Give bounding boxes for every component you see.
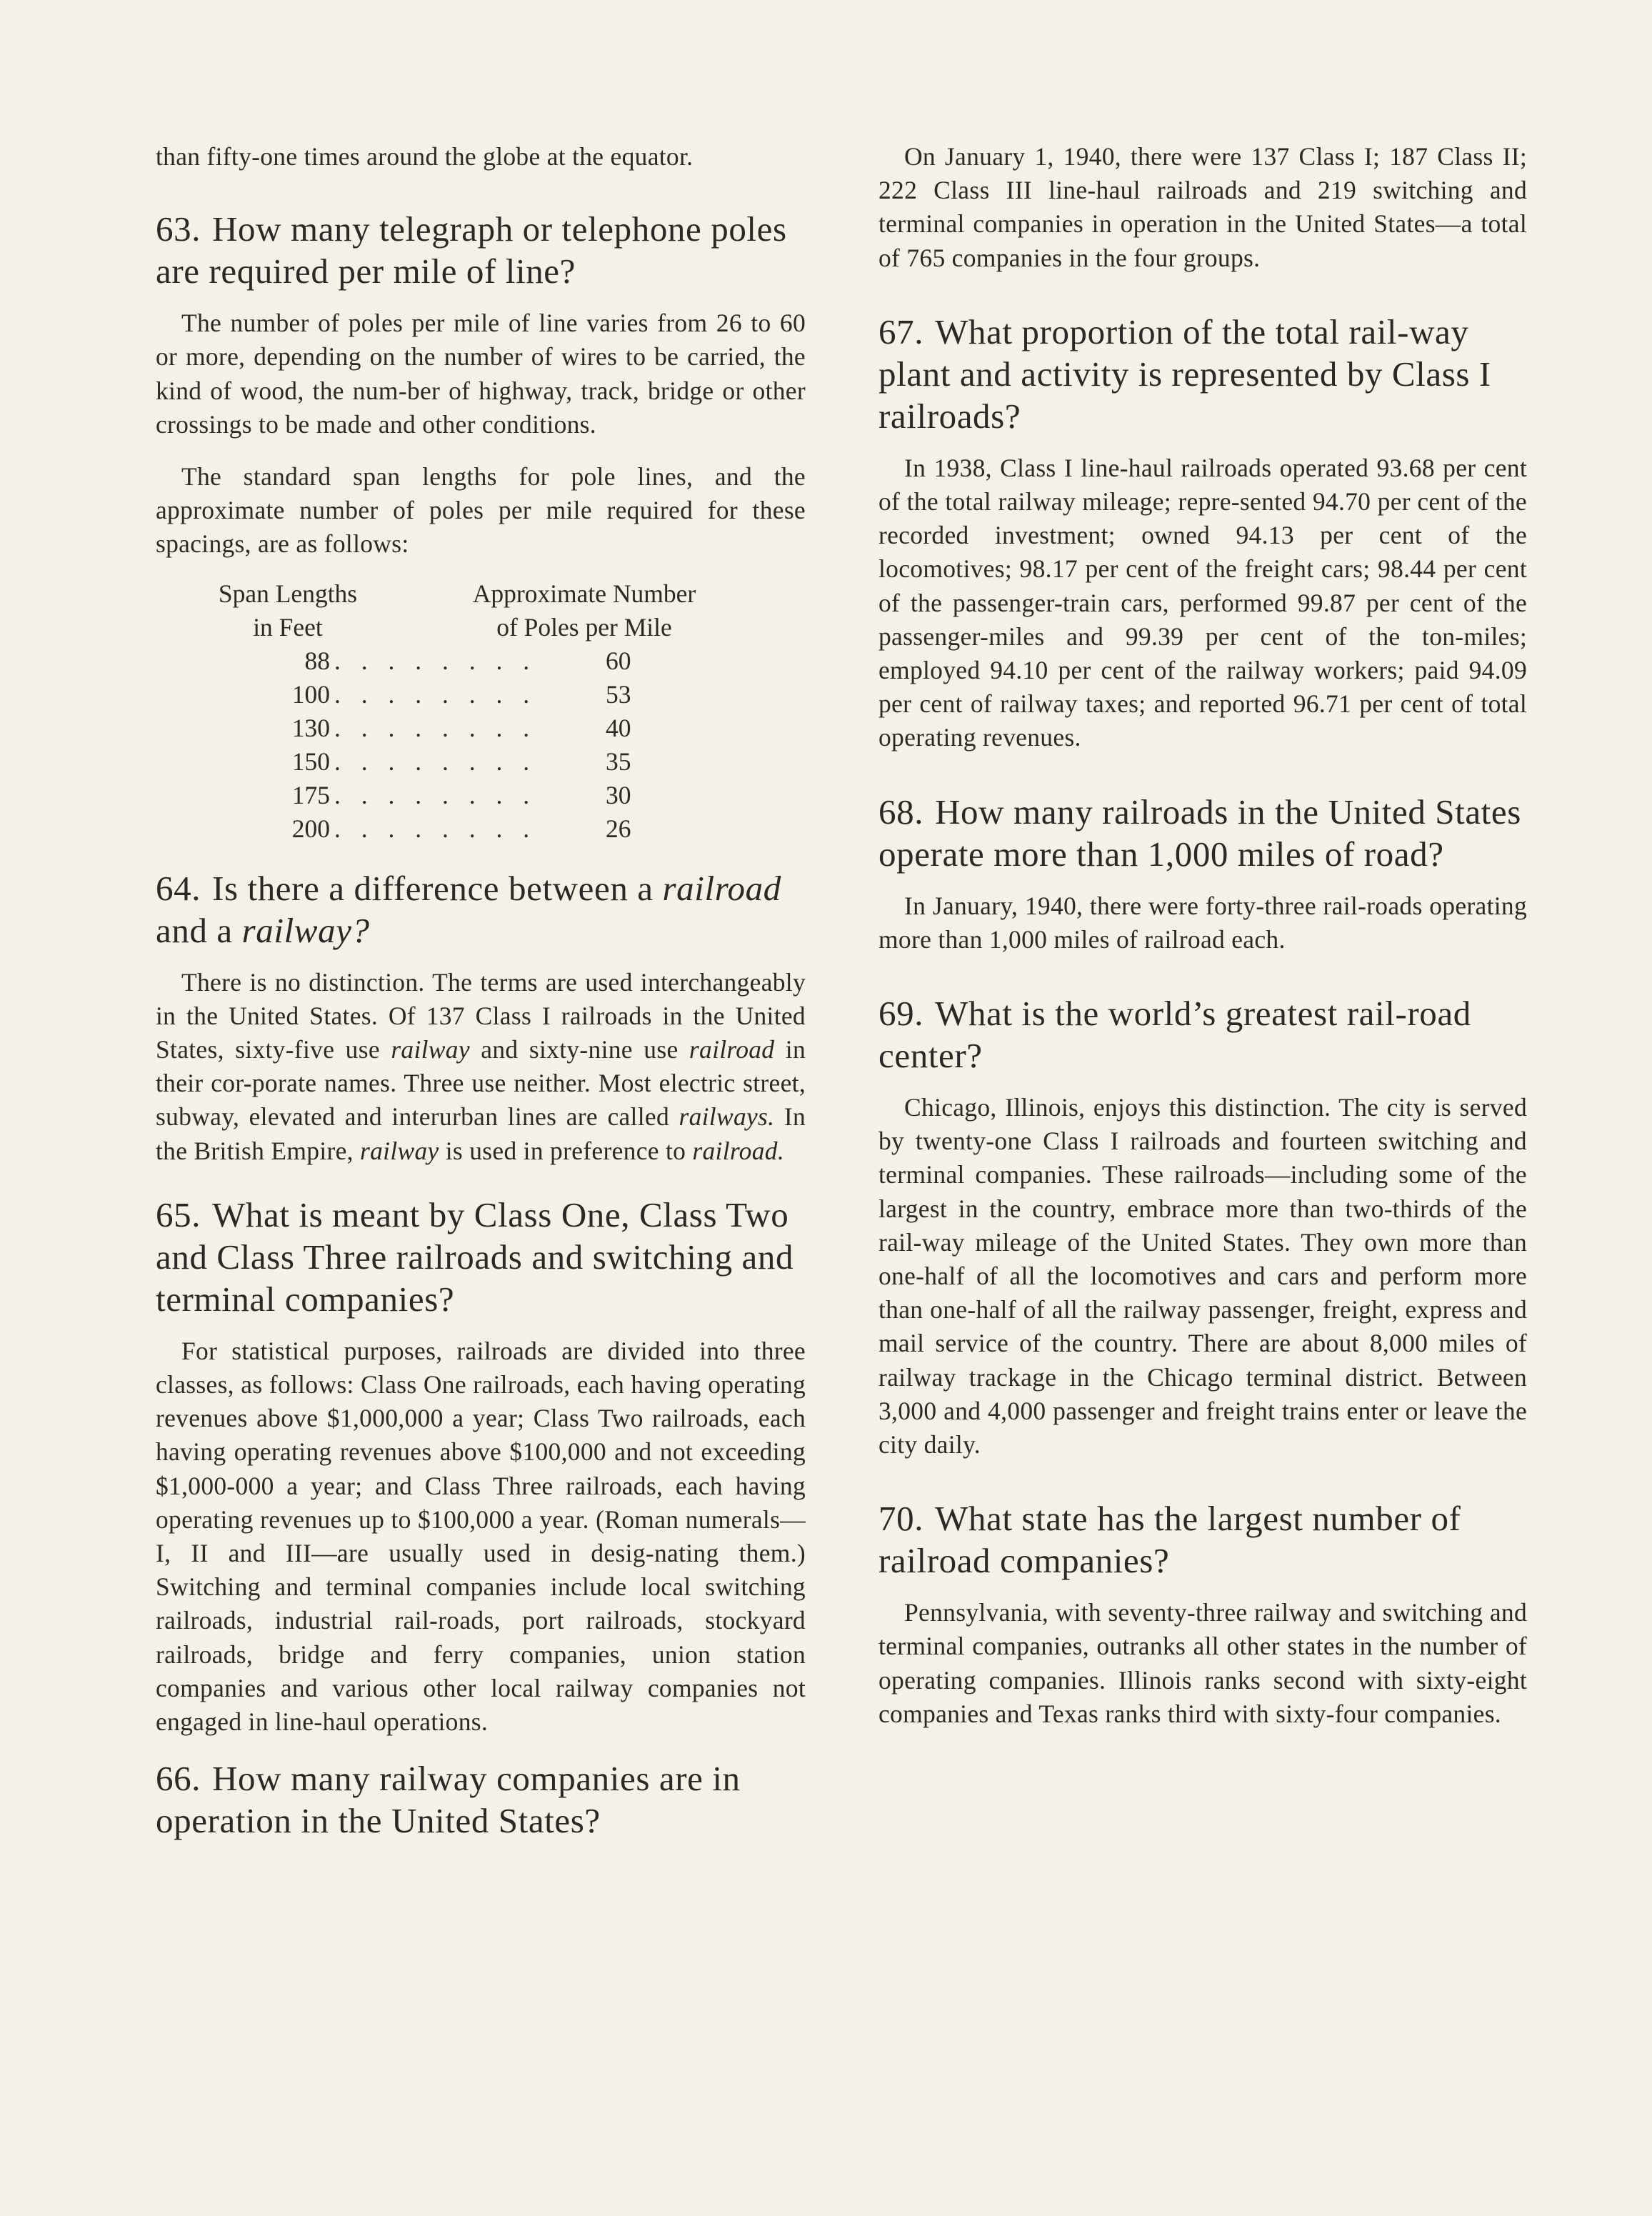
leader-dots: . . . . . . . . [334, 713, 537, 742]
span-length-cell: 175 [291, 780, 330, 809]
italic-term: railroad [689, 1035, 775, 1064]
text-run: is used in preference to [439, 1136, 693, 1165]
leader-dots: . . . . . . . . [334, 646, 537, 675]
leader-dots: . . . . . . . . [334, 747, 537, 776]
question-67-heading [878, 311, 1527, 437]
question-title: What state has the largest number of railroad companies? [878, 1499, 1461, 1581]
answer-67-paragraph: In 1938, Class I line-haul railroads operated 93.68 per cent of the total railway mileage; repre-sented 94.70 per cent of the recorded investment; owned 94.13 per cent of the locomotives; 98.17 per cent of the freight cars; 98.44 per cent of the passenger-train cars, performed 99.87 per cent of the passenger-miles and 99.39 per cent of the ton-miles; employed 94.10 per cent of the railway workers; paid 94.09 per cent of railway taxes; and reported 96.71 per cent of total operating revenues. [878, 453, 1527, 752]
leader-dots: . . . . . . . . [334, 780, 537, 809]
question-title-italic: railway? [241, 910, 370, 950]
span-length-cell: 150 [291, 747, 330, 776]
question-title: What is meant by Class One, Class Two and Class Three railroads and switching and terminal companies? [156, 1194, 794, 1319]
answer-70-paragraph: Pennsylvania, with seventy-three railway and switching and terminal companies, outranks all other states in the number of operating companies. Illinois ranks second with sixty-eight companies and Texas ranks third with sixty-four companies. [878, 1598, 1527, 1728]
italic-term: railway [360, 1136, 439, 1165]
answer-63-paragraph-1: The number of poles per mile of line varies from 26 to 60 or more, depending on the number of wires to be carried, the kind of wood, the num-ber of highway, track, bridge or other crossings to be made and other conditions. [156, 309, 806, 439]
header-line: of Poles per Mile [496, 612, 672, 642]
question-64-heading [156, 867, 806, 952]
header-line: Approximate Number [472, 579, 696, 608]
question-70-heading [878, 1497, 1527, 1582]
answer-69-paragraph: Chicago, Illinois, enjoys this distinction. The city is served by twenty-one Class I railroads and fourteen switching and terminal companies. These railroads—including some of the largest in the country, embrace more than two-thirds of the rail-way mileage of the United States. They own more than one-half of all the locomotives and cars and perform more than one-half of all the railway passenger, freight, express and mail service of the country. There are about 8,000 miles of railway trackage in the Chicago terminal district. Between 3,000 and 4,000 passenger and freight trains enter or leave the city daily. [878, 1093, 1527, 1459]
span-length-cell: 130 [291, 713, 330, 742]
question-title: What is the world’s greatest rail-road center? [878, 994, 1471, 1076]
question-63-heading [156, 208, 806, 292]
question-title: How many railway companies are in operation in the United States? [156, 1759, 741, 1841]
text-run: in their cor-porate names. Three use neither. Most electric street, subway, elevated and interurban lines are called [156, 1035, 806, 1132]
answer-65-paragraph: For statistical purposes, railroads are divided into three classes, as follows: Class One railroads, each having operating revenues above $1,000,000 a year; Class Two railroads, each having operating revenues above $100,000 and not exceeding $1,000-000 a year; and Class Three railroads, each having operating revenues up to $100,000 a year. (Roman numerals—I, II and III—are usually used in desig-nating them.) Switching and terminal companies include local switching railroads, industrial rail-roads, port railroads, stockyard railroads, bridge and ferry companies, union station companies and various other local railway companies not engaged in line-haul operations. [156, 1336, 806, 1737]
question-number: 70. [878, 1499, 924, 1539]
text-run: There is no distinction. The terms are used interchangeably in the United States. Of 137 Class I railroads in the United States, sixty-five use [156, 967, 806, 1064]
question-66-heading [156, 1757, 806, 1842]
question-68-heading [878, 791, 1527, 875]
italic-term: railroad. [692, 1136, 784, 1165]
question-title: What proportion of the total rail-way plant and activity is represented by Class I railroads? [878, 311, 1491, 436]
question-number: 69. [878, 994, 924, 1034]
answer-68-paragraph: In January, 1940, there were forty-three rail-roads operating more than 1,000 miles of railroad each. [878, 891, 1527, 954]
table-row [156, 745, 806, 779]
question-number: 68. [878, 792, 924, 832]
question-69-heading [878, 992, 1527, 1077]
italic-term: railway [391, 1035, 470, 1064]
answer-66-paragraph: On January 1, 1940, there were 137 Class I; 187 Class II; 222 Class III line-haul railroads and 219 switching and terminal companies in operation in the United States—a total of 765 companies in the four groups. [878, 142, 1527, 272]
table-row [156, 678, 806, 712]
span-length-cell: 200 [291, 814, 330, 843]
left-column [156, 140, 806, 1856]
span-length-cell: 100 [291, 679, 330, 709]
question-number: 64. [156, 868, 201, 908]
question-number: 67. [878, 311, 924, 351]
header-line: Span Lengths [218, 579, 358, 608]
poles-cell: 30 [606, 780, 631, 809]
answer-63-paragraph-2: The standard span lengths for pole lines, and the approximate number of poles per mile required for these spacings, are as follows: [156, 462, 806, 559]
question-title: How many telegraph or telephone poles are required per mile of line? [156, 209, 787, 291]
intro-paragraph: than fifty-one times around the globe at the equator. [156, 142, 694, 171]
text-run: and sixty-nine use [469, 1035, 689, 1064]
question-65-heading [156, 1194, 806, 1320]
header-line: in Feet [253, 612, 323, 642]
table-row [156, 812, 806, 846]
question-number: 65. [156, 1194, 201, 1234]
column-header-span-lengths [156, 577, 420, 644]
poles-cell: 40 [606, 713, 631, 742]
question-number: 63. [156, 209, 201, 249]
leader-dots: . . . . . . . . [334, 814, 537, 843]
poles-cell: 53 [606, 679, 631, 709]
span-length-table [156, 577, 806, 846]
question-title: How many railroads in the United States operate more than 1,000 miles of road? [878, 792, 1521, 874]
right-column [878, 140, 1527, 1750]
table-header [156, 577, 806, 644]
poles-cell: 35 [606, 747, 631, 776]
poles-cell: 26 [606, 814, 631, 843]
question-number: 66. [156, 1759, 201, 1799]
question-title-part: and a [156, 910, 242, 950]
table-row [156, 644, 806, 678]
span-length-cell: 88 [304, 646, 330, 675]
table-row [156, 779, 806, 812]
leader-dots: . . . . . . . . [334, 679, 537, 709]
poles-cell: 60 [606, 646, 631, 675]
table-row [156, 712, 806, 745]
column-header-poles-per-mile [420, 577, 749, 644]
answer-64-paragraph [156, 966, 806, 1168]
question-title-italic: railroad [662, 868, 781, 908]
question-title-part: Is there a difference between a [212, 868, 663, 908]
text-run: In the British Empire, [156, 1102, 806, 1165]
italic-term: railways. [679, 1102, 775, 1132]
